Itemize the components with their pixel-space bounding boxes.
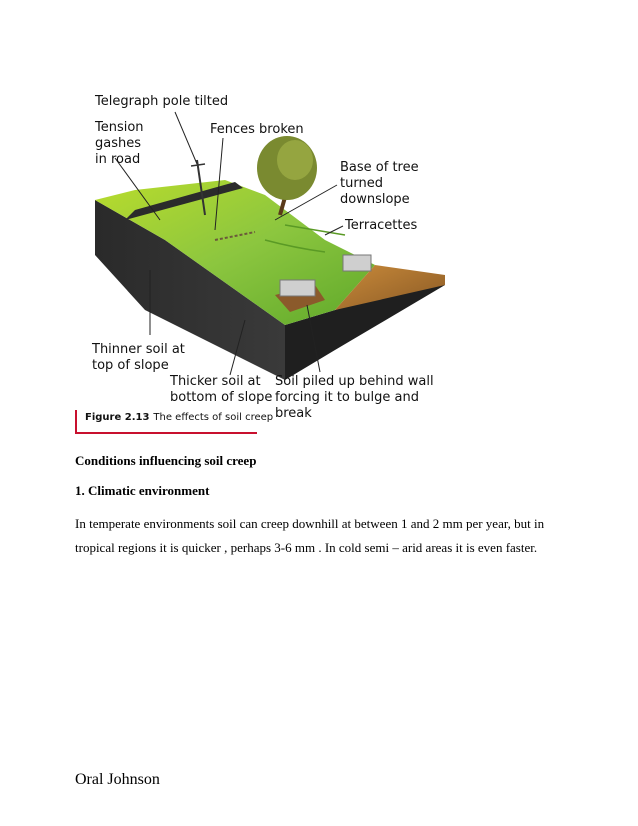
figure-caption-text: The effects of soil creep <box>153 412 274 423</box>
subsection-heading: 1. Climatic environment <box>75 483 210 498</box>
figure-caption <box>85 412 273 423</box>
soil-creep-figure <box>75 80 455 435</box>
label-soil-piled: Soil piled up behind wall forcing it to bulge and break <box>275 374 434 421</box>
stone-wall-right <box>343 255 371 271</box>
tree-canopy-highlight <box>277 140 313 180</box>
label-telegraph-pole: Telegraph pole tilted <box>95 94 229 109</box>
section-heading: Conditions influencing soil creep <box>75 453 257 468</box>
label-tension-gashes: Tension gashes in road <box>95 120 144 167</box>
author-footer: Oral Johnson <box>75 771 160 788</box>
figure-number: Figure 2.13 <box>85 412 150 423</box>
label-terracettes: Terracettes <box>345 218 418 233</box>
label-thinner-soil: Thinner soil at top of slope <box>92 342 185 373</box>
label-fences-broken: Fences broken <box>210 122 304 137</box>
label-thicker-soil: Thicker soil at bottom of slope <box>170 374 273 405</box>
figure-caption-box <box>75 410 274 434</box>
stone-wall-left <box>280 280 315 296</box>
label-base-of-tree: Base of tree turned downslope <box>340 160 419 207</box>
pole-crossbar <box>191 164 205 166</box>
body-paragraph: In temperate environments soil can creep downhill at between 1 and 2 mm per year, but in tropical regions it is quicker , perhaps 3-6 mm . In cold semi – arid areas it is even faster. <box>75 516 545 555</box>
